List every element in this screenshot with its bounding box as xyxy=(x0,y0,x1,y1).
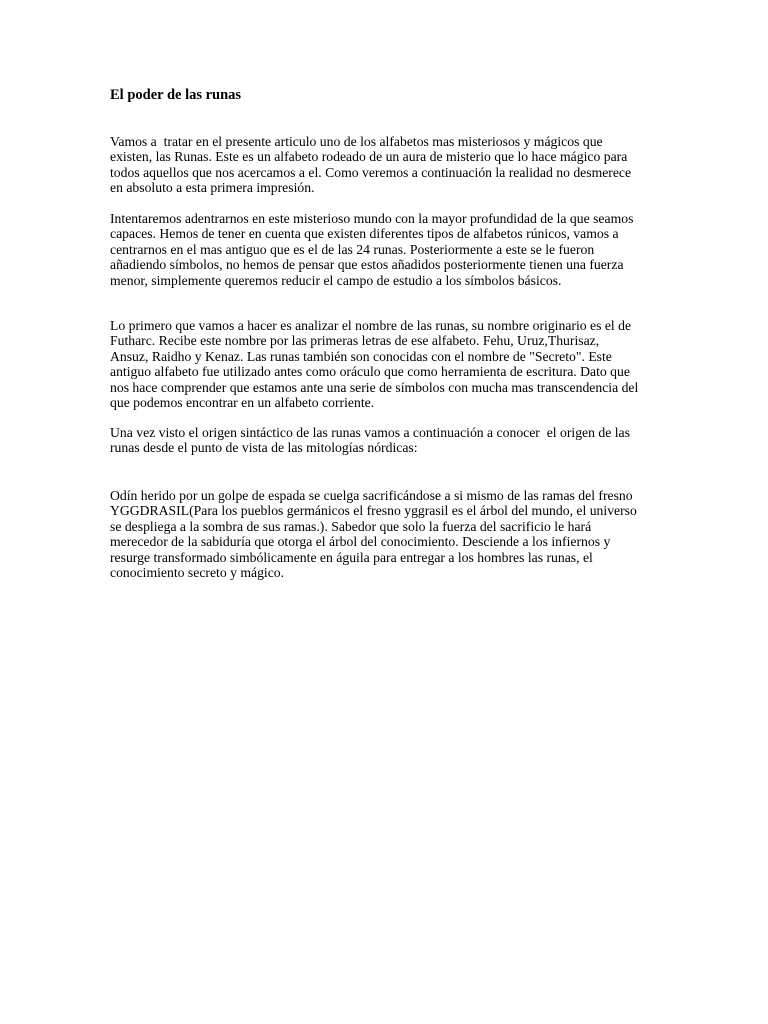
text-line: Odín herido por un golpe de espada se cuelga sacrificándose a si mismo de las ramas del fresno xyxy=(110,488,633,503)
text-line: centrarnos en el mas antiguo que es el de las 24 runas. Posteriormente a este se le fueron xyxy=(110,241,595,257)
text-line: Intentaremos adentrarnos en este misterioso mundo con la mayor profundidad de la que seamos xyxy=(110,211,634,226)
text-line: runas desde el punto de vista de las mitologías nórdicas: xyxy=(110,440,418,456)
paragraph-alphabets xyxy=(110,211,670,288)
paragraph-futharc xyxy=(110,318,670,410)
text-line: Lo primero que vamos a hacer es analizar el nombre de las runas, su nombre originario es el de xyxy=(110,318,632,333)
paragraph-odin xyxy=(110,488,670,580)
text-line: capaces. Hemos de tener en cuenta que existen diferentes tipos de alfabetos rúnicos, vamos a xyxy=(110,226,619,242)
text-line: Vamos a tratar en el presente articulo uno de los alfabetos mas misteriosos y mágicos que xyxy=(110,134,603,149)
text-line: en absoluto a esta primera impresión. xyxy=(110,180,315,196)
text-line: resurge transformado simbólicamente en águila para entregar a los hombres las runas, el xyxy=(110,549,593,565)
text-line: todos aquellos que nos acercamos a el. Como veremos a continuación la realidad no desmerece xyxy=(110,164,632,180)
text-line: merecedor de la sabiduría que otorga el árbol del conocimiento. Desciende a los infiernos y xyxy=(110,534,611,550)
text-line: Una vez visto el origen sintáctico de las runas vamos a continuación a conocer el origen de las xyxy=(110,425,630,440)
text-line: añadiendo símbolos, no hemos de pensar que estos añadidos posteriormente tienen una fuerza xyxy=(110,257,624,273)
text-line: se despliega a la sombra de sus ramas.). Sabedor que solo la fuerza del sacrificio le hará xyxy=(110,518,592,534)
document-title: El poder de las runas xyxy=(110,87,242,103)
text-line: antiguo alfabeto fue utilizado antes como oráculo que como herramienta de escritura. Dato que xyxy=(110,364,630,380)
text-line: nos hace comprender que estamos ante una serie de símbolos con mucha mas transcendencia del xyxy=(110,379,639,395)
text-line: Ansuz, Raidho y Kenaz. Las runas también son conocidas con el nombre de "Secreto". Este xyxy=(110,348,612,364)
text-line: Futharc. Recibe este nombre por las primeras letras de ese alfabeto. Fehu, Uruz,Thurisaz, xyxy=(110,333,600,349)
text-line: conocimiento secreto y mágico. xyxy=(110,565,285,581)
text-line: existen, las Runas. Este es un alfabeto rodeado de un aura de misterio que lo hace mágico para xyxy=(110,149,628,165)
paragraph-intro xyxy=(110,134,670,196)
text-line: que podemos encontrar en un alfabeto corriente. xyxy=(110,395,375,411)
text-line: YGGDRASIL(Para los pueblos germánicos el fresno yggrasil es el árbol del mundo, el universo xyxy=(110,503,637,519)
paragraph-origin xyxy=(110,425,670,456)
text-line: menor, simplemente queremos reducir el campo de estudio a los símbolos básicos. xyxy=(110,272,562,288)
